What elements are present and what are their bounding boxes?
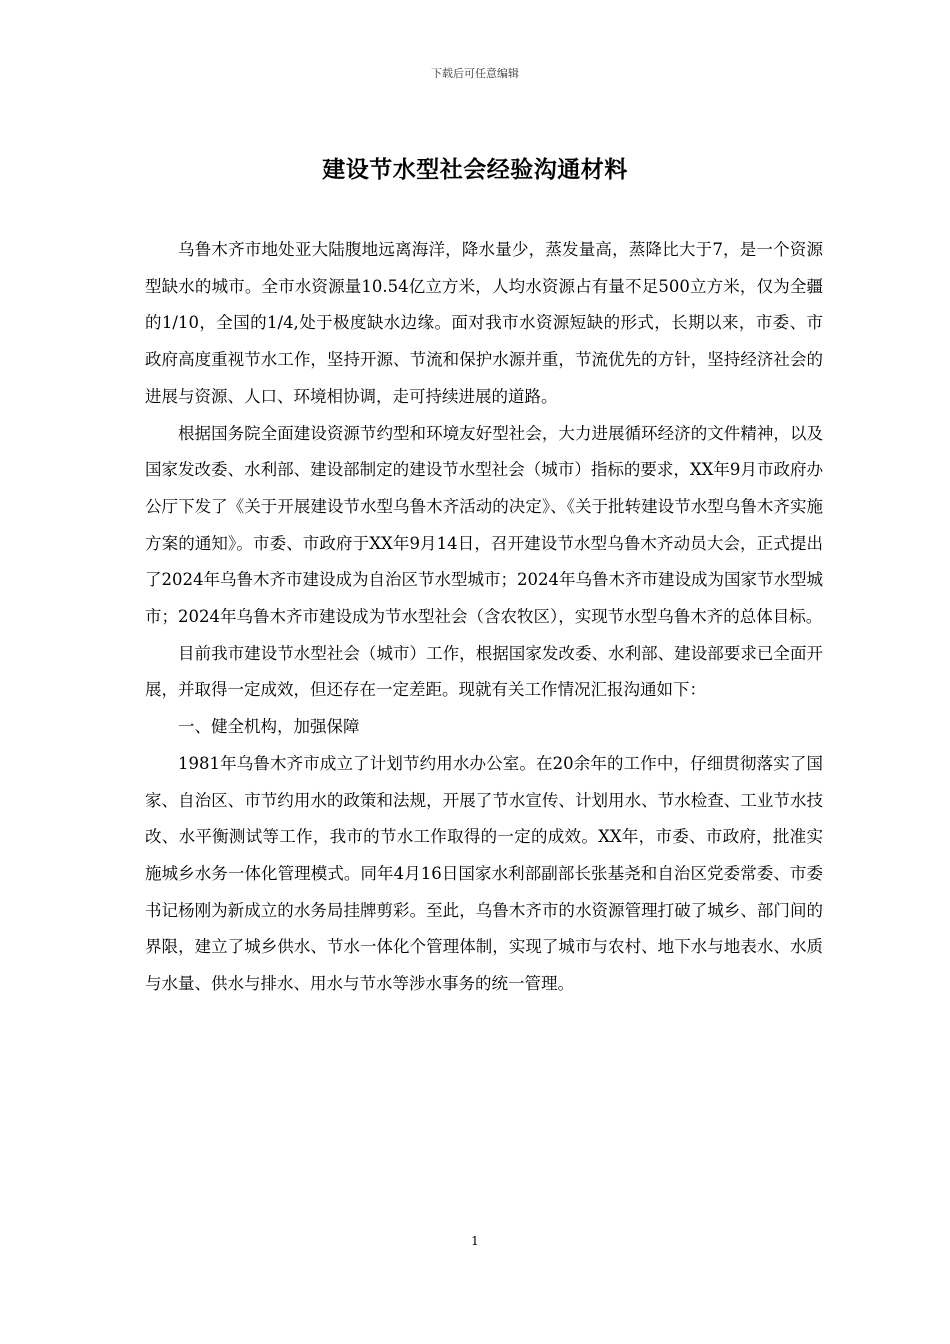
paragraph-background: 根据国务院全面建设资源节约型和环境友好型社会，大力进展循环经济的文件精神，以及国家发改委、水利部、建设部制定的建设节水型社会（城市）指标的要求，XX年9月市政府办公厅下发了《关于开展建设节水型乌鲁木齐活动的决定》、《关于批转建设节水型乌鲁木齐实施方案的通知》。市委、市政府于XX年9月14日，召开建设节水型乌鲁木齐动员大会，正式提出了2024年乌鲁木齐市建设成为自治区节水型城市；2024年乌鲁木齐市建设成为国家节水型城市；2024年乌鲁木齐市建设成为节水型社会（含农牧区），实现节水型乌鲁木齐的总体目标。 (145, 423, 823, 627)
document-title: 建设节水型社会经验沟通材料 (322, 156, 628, 183)
paragraph-intro: 乌鲁木齐市地处亚大陆腹地远离海洋，降水量少，蒸发量高，蒸降比大于7，是一个资源型缺水的城市。全市水资源量10.54亿立方米，人均水资源占有量不足500立方米，仅为全疆的1/10，全国的1/4,处于极度缺水边缘。面对我市水资源短缺的形式，长期以来，市委、市政府高度重视节水工作，坚持开源、节流和保护水源并重，节流优先的方针，坚持经济社会的进展与资源、人口、环境相协调，走可持续进展的道路。 (145, 240, 823, 406)
document-body (145, 232, 823, 1003)
paragraph-status: 目前我市建设节水型社会（城市）工作，根据国家发改委、水利部、建设部要求已全面开展，并取得一定成效，但还存在一定差距。现就有关工作情况汇报沟通如下： (145, 643, 823, 700)
page-number: 1 (471, 1234, 479, 1248)
paragraph-institution: 1981年乌鲁木齐市成立了计划节约用水办公室。在20余年的工作中，仔细贯彻落实了国家、自治区、市节约用水的政策和法规，开展了节水宣传、计划用水、节水检查、工业节水技改、水平衡测试等工作，我市的节水工作取得的一定的成效。XX年，市委、市政府，批准实施城乡水务一体化管理模式。同年4月16日国家水利部副部长张基尧和自治区党委常委、市委书记杨刚为新成立的水务局挂牌剪彩。至此，乌鲁木齐市的水资源管理打破了城乡、部门间的界限，建立了城乡供水、节水一体化个管理体制，实现了城市与农村、地下水与地表水、水质与水量、供水与排水、用水与节水等涉水事务的统一管理。 (145, 753, 823, 994)
header-note: 下载后可任意编辑 (431, 67, 519, 80)
section-heading-1: 一、健全机构，加强保障 (178, 717, 360, 737)
